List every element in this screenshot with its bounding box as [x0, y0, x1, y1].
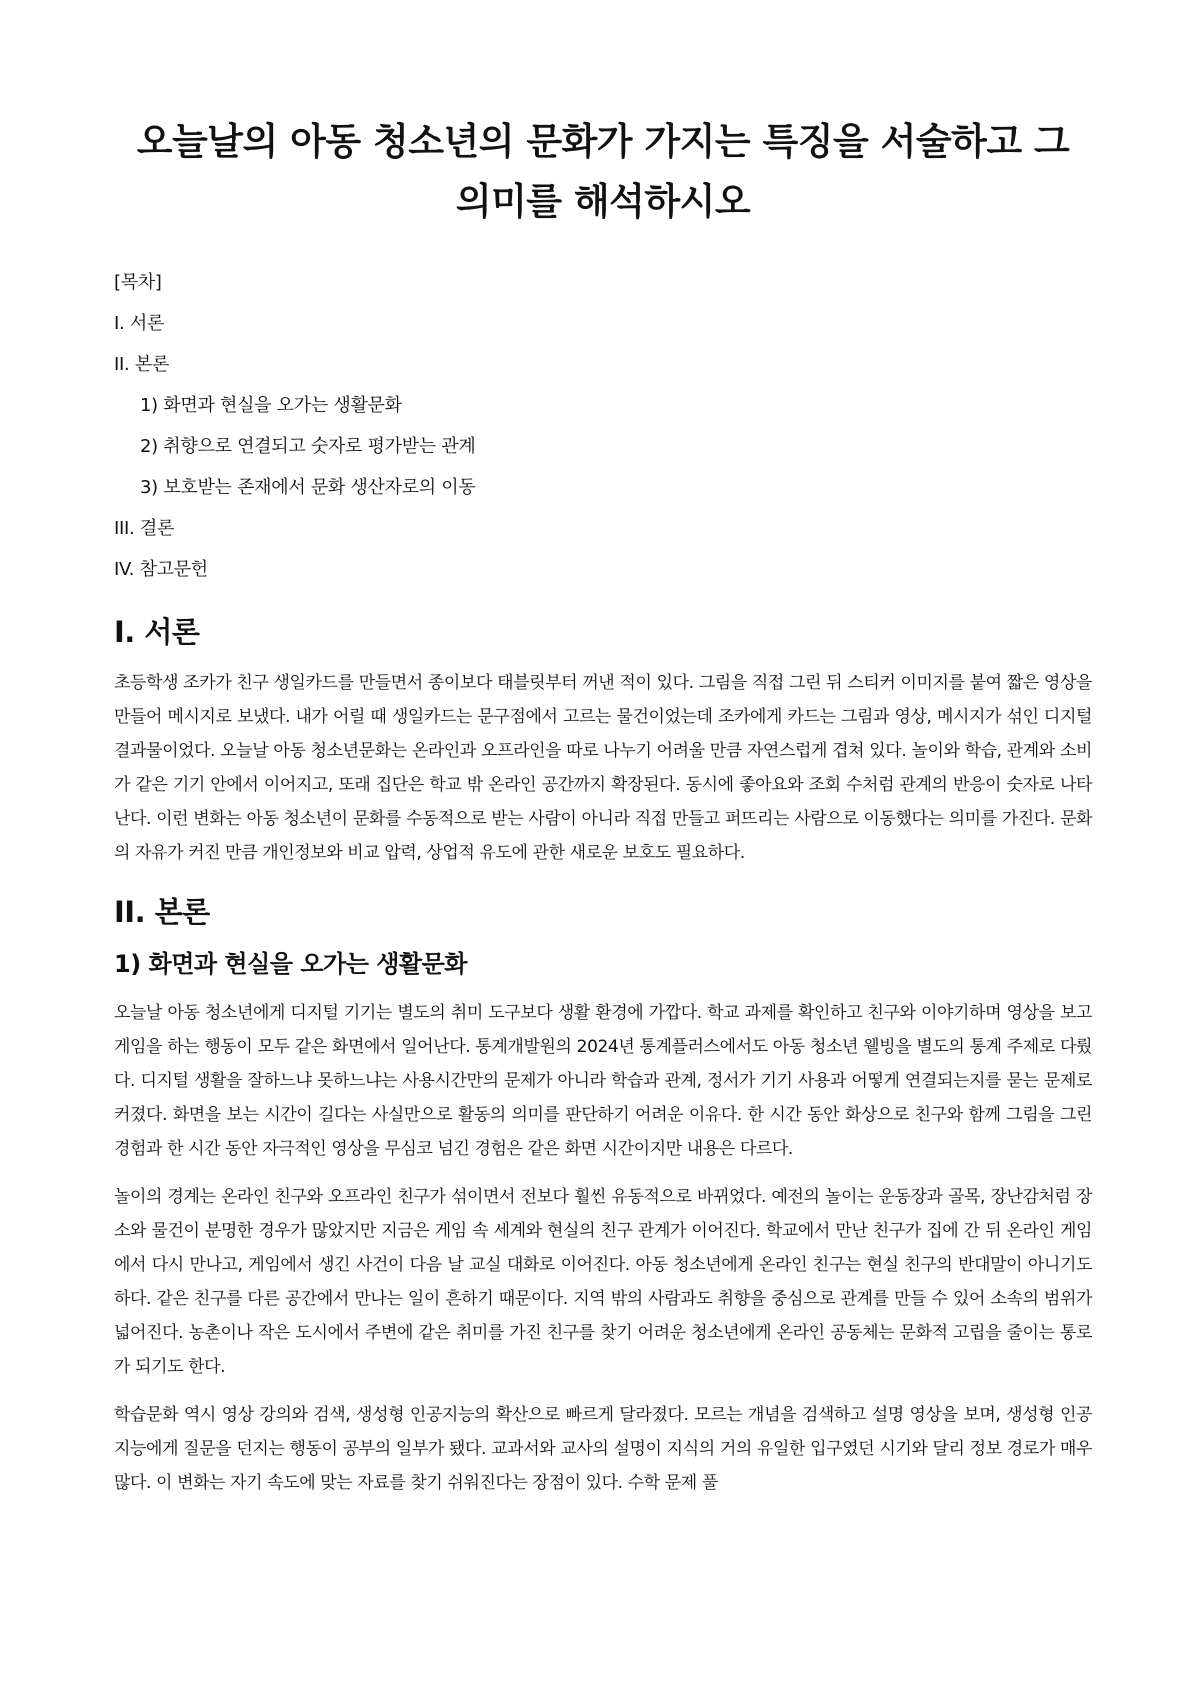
subsection-heading-1: 1) 화면과 현실을 오가는 생활문화 — [114, 950, 467, 978]
toc-item-conclusion: III. 결론 — [114, 518, 175, 539]
toc-item-references: IV. 참고문헌 — [114, 559, 208, 580]
paragraph: 오늘날 아동 청소년에게 디지털 기기는 별도의 취미 도구보다 생활 환경에 가깝다. 학교 과제를 확인하고 친구와 이야기하며 영상을 보고 게임을 하는 행동이 모두 같은 화면에서 일어난다. 통계개발원의 2024년 통계플러스에서도 아동 청소년 웰빙을 별도의 통계 주제로 다뤘다. 디지털 생활을 잘하느냐 못하느냐는 사용시간만의 문제가 아니라 학습과 관계, 정서가 기기 사용과 어떻게 연결되는지를 묻는 문제로 커졌다. 화면을 보는 시간이 길다는 사실만으로 활동의 의미를 판단하기 어려운 이유다. 한 시간 동안 화상으로 친구와 함께 그림을 그린 경험과 한 시간 동안 자극적인 영상을 무심코 넘긴 경험은 같은 화면 시간이지만 내용은 다르다. — [114, 1003, 1092, 1159]
toc-item-body-2: 2) 취향으로 연결되고 숫자로 평가받는 관계 — [140, 436, 476, 457]
section-intro — [114, 612, 1092, 870]
table-of-contents — [114, 262, 1092, 590]
paragraph: 학습문화 역시 영상 강의와 검색, 생성형 인공지능의 확산으로 빠르게 달라졌다. 모르는 개념을 검색하고 설명 영상을 보며, 생성형 인공지능에게 질문을 던지는 행동이 공부의 일부가 됐다. 교과서와 교사의 설명이 지식의 거의 유일한 입구였던 시기와 달리 정보 경로가 매우 많다. 이 변화는 자기 속도에 맞는 자료를 찾기 쉬워진다는 장점이 있다. 수학 문제 풀 — [114, 1405, 1092, 1493]
section-body — [114, 892, 1092, 1500]
toc-item-intro: I. 서론 — [114, 313, 165, 334]
toc-item-body-3: 3) 보호받는 존재에서 문화 생산자로의 이동 — [140, 477, 476, 498]
paragraph: 놀이의 경계는 온라인 친구와 오프라인 친구가 섞이면서 전보다 훨씬 유동적으로 바뀌었다. 예전의 놀이는 운동장과 골목, 장난감처럼 장소와 물건이 분명한 경우가 많았지만 지금은 게임 속 세계와 현실의 친구 관계가 이어진다. 학교에서 만난 친구가 집에 간 뒤 온라인 게임에서 다시 만나고, 게임에서 생긴 사건이 다음 날 교실 대화로 이어진다. 아동 청소년에게 온라인 친구는 현실 친구의 반대말이 아니기도 하다. 같은 친구를 다른 공간에서 만나는 일이 흔하기 때문이다. 지역 밖의 사람과도 취향을 중심으로 관계를 만들 수 있어 소속의 범위가 넓어진다. 농촌이나 작은 도시에서 주변에 같은 취미를 가진 친구를 찾기 어려운 청소년에게 온라인 공동체는 문화적 고립을 줄이는 통로가 되기도 한다. — [114, 1187, 1092, 1377]
document-title: 오늘날의 아동 청소년의 문화가 가지는 특징을 서술하고 그 의미를 해석하시오 — [136, 120, 1070, 223]
toc-heading: [목차] — [114, 272, 162, 293]
toc-item-body: II. 본론 — [114, 354, 170, 375]
section-heading-body: II. 본론 — [114, 895, 210, 929]
section-heading-intro: I. 서론 — [114, 615, 200, 649]
toc-item-body-1: 1) 화면과 현실을 오가는 생활문화 — [140, 395, 402, 416]
paragraph: 초등학생 조카가 친구 생일카드를 만들면서 종이보다 태블릿부터 꺼낸 적이 있다. 그림을 직접 그린 뒤 스티커 이미지를 붙여 짧은 영상을 만들어 메시지로 보냈다. 내가 어릴 때 생일카드는 문구점에서 고르는 물건이었는데 조카에게 카드는 그림과 영상, 메시지가 섞인 디지털 결과물이었다. 오늘날 아동 청소년문화는 온라인과 오프라인을 따로 나누기 어려울 만큼 자연스럽게 겹쳐 있다. 놀이와 학습, 관계와 소비가 같은 기기 안에서 이어지고, 또래 집단은 학교 밖 온라인 공간까지 확장된다. 동시에 좋아요와 조회 수처럼 관계의 반응이 숫자로 나타난다. 이런 변화는 아동 청소년이 문화를 수동적으로 받는 사람이 아니라 직접 만들고 퍼뜨리는 사람으로 이동했다는 의미를 가진다. 문화의 자유가 커진 만큼 개인정보와 비교 압력, 상업적 유도에 관한 새로운 보호도 필요하다. — [114, 673, 1092, 863]
